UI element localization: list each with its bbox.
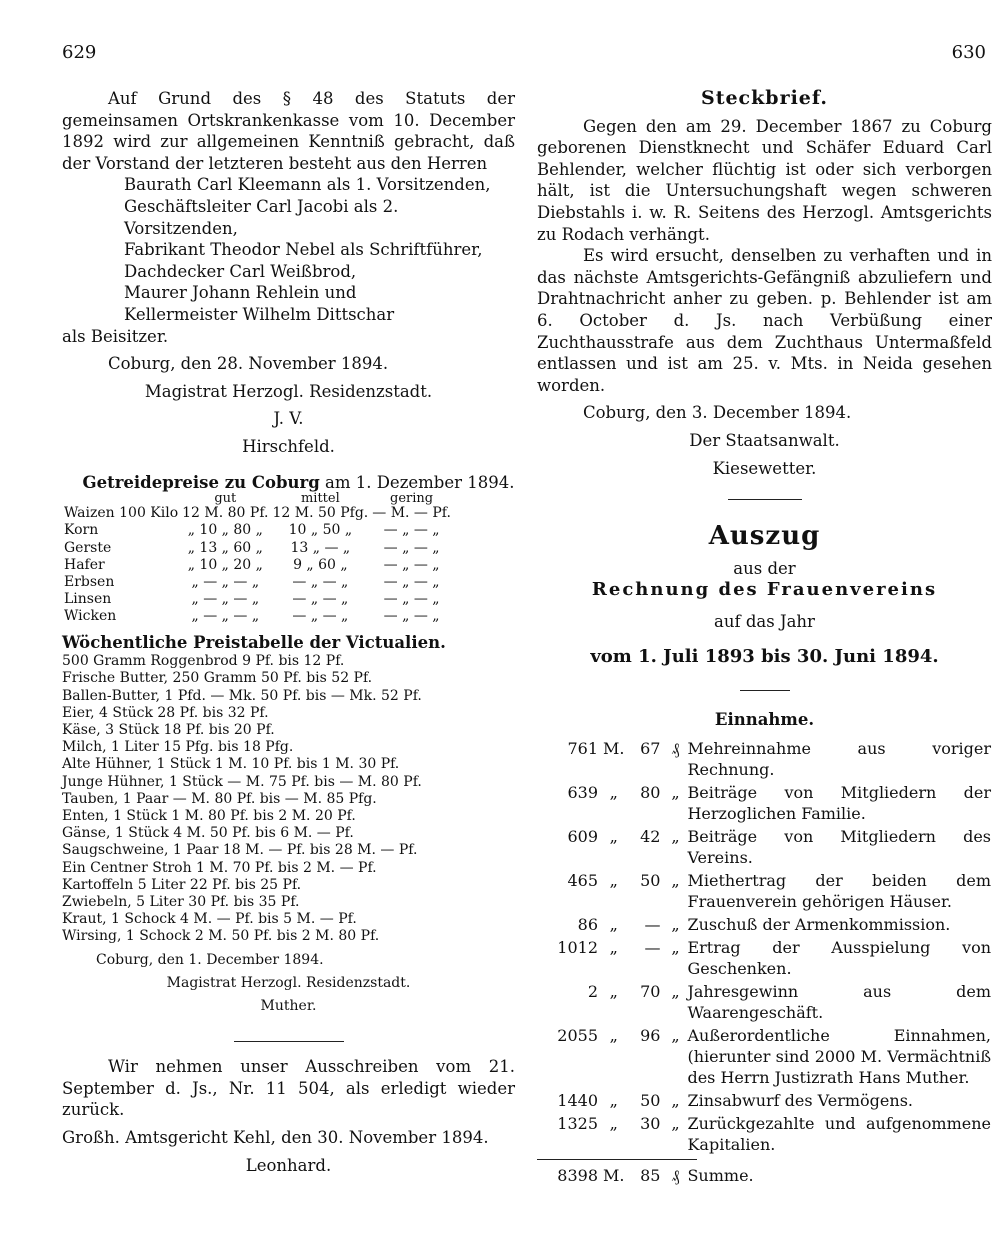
income-description: Summe. xyxy=(687,1165,754,1185)
victual-item: Junge Hühner, 1 Stück — M. 75 Pf. bis — M. 80 Pf. xyxy=(62,773,422,790)
income-row xyxy=(537,1112,992,1156)
income-currency: M. xyxy=(603,1165,625,1185)
income-description: Ertrag der Ausspielung von Geschenken. xyxy=(687,937,991,978)
income-marks: 761 xyxy=(567,738,598,758)
extract-line-4: auf das Jahr xyxy=(714,611,815,631)
grain-header-row xyxy=(62,493,453,505)
page-number-right: 630 xyxy=(951,42,986,63)
grain-column-header: gering xyxy=(390,491,434,507)
income-marks: 86 xyxy=(577,914,598,934)
victuals-list xyxy=(62,653,515,945)
income-pfennig: 96 xyxy=(640,1025,661,1045)
victual-item: Gänse, 1 Stück 4 M. 50 Pf. bis 6 M. — Pf. xyxy=(62,825,354,842)
income-pf-symbol: „ xyxy=(671,1025,680,1045)
victual-item: Kraut, 1 Schock 4 M. — Pf. bis 5 M. — Pf. xyxy=(62,911,357,928)
grain-price: — „ — „ xyxy=(383,608,440,625)
grain-row xyxy=(62,505,453,522)
grain-price: „ 10 „ 80 „ xyxy=(187,522,263,539)
income-table xyxy=(537,737,992,1156)
income-marks: 465 xyxy=(567,870,598,890)
warrant-signature: Kiesewetter. xyxy=(712,458,817,478)
income-description: Zinsabwurf des Vermögens. xyxy=(687,1090,913,1110)
income-marks: 639 xyxy=(567,782,598,802)
income-marks: 2 xyxy=(587,981,598,1001)
grain-row xyxy=(62,574,453,591)
grain-price: „ — „ — „ xyxy=(191,608,260,625)
left-column xyxy=(62,88,515,1176)
grain-price: 12 M. 80 Pf. xyxy=(182,505,269,522)
income-pf-symbol: „ xyxy=(671,870,680,890)
extract-period: vom 1. Juli 1893 bis 30. Juni 1894. xyxy=(590,646,939,668)
income-row xyxy=(537,869,992,913)
victual-item: Kartoffeln 5 Liter 22 Pf. bis 25 Pf. xyxy=(62,876,302,893)
board-member: Kellermeister Wilhelm Dittschar xyxy=(124,304,395,324)
income-marks: 2055 xyxy=(557,1025,598,1045)
victual-item: Zwiebeln, 5 Liter 30 Pf. bis 35 Pf. xyxy=(62,893,300,910)
victual-item: Milch, 1 Liter 15 Pfg. bis 18 Pfg. xyxy=(62,739,294,756)
warrant-date: Coburg, den 3. December 1894. xyxy=(583,403,852,423)
income-pfennig: 50 xyxy=(640,870,661,890)
grain-name: Waizen 100 Kilo xyxy=(64,505,179,522)
income-description: Zurückgezahlte und aufgenommene Kapitalien. xyxy=(687,1113,991,1154)
income-currency: „ xyxy=(609,782,618,802)
income-pfennig: 42 xyxy=(640,826,661,846)
income-description: Außerordentliche Einnahmen, (hierunter sind 2000 M. Vermächtniß des Herrn Justizrath Hans Muther. xyxy=(687,1025,991,1087)
income-pfennig: — xyxy=(644,937,661,957)
grain-price: „ — „ — „ xyxy=(191,591,260,608)
grain-row xyxy=(62,591,453,608)
grain-name: Linsen xyxy=(64,591,112,608)
grain-price-date: am 1. Dezember 1894. xyxy=(324,472,515,492)
grain-column-header: mittel xyxy=(300,491,340,507)
income-pf-symbol: „ xyxy=(671,981,680,1001)
victual-item: Tauben, 1 Paar — M. 80 Pf. bis — M. 85 Pfg. xyxy=(62,790,377,807)
grain-price-title: Getreidepreise zu Coburg xyxy=(82,472,320,492)
income-row xyxy=(537,781,992,825)
income-pfennig: 70 xyxy=(640,981,661,1001)
board-notice-closing: als Beisitzer. xyxy=(62,326,169,346)
board-notice-text: Auf Grund des § 48 des Statuts der gemeinsamen Ortskrankenkasse vom 10. December 1892 wird zur allgemeinen Kenntniß gebracht, daß der Vorstand der letzteren besteht aus den Herren xyxy=(62,89,515,173)
income-marks: 1440 xyxy=(557,1090,598,1110)
income-marks: 1012 xyxy=(557,937,598,957)
income-row xyxy=(537,913,992,936)
grain-price-block xyxy=(62,472,515,626)
board-member: Geschäftsleiter Carl Jacobi als 2. Vorsitzenden, xyxy=(124,196,399,238)
grain-price: 13 „ — „ xyxy=(290,539,351,556)
victual-item: Enten, 1 Stück 1 M. 80 Pf. bis 2 M. 20 Pf. xyxy=(62,807,356,824)
income-pf-symbol: „ xyxy=(671,1090,680,1110)
board-notice-iv: J. V. xyxy=(273,409,304,429)
grain-price: 9 „ 60 „ xyxy=(293,556,348,573)
warrant-authority: Der Staatsanwalt. xyxy=(689,430,840,450)
extract-line-2: aus der xyxy=(733,558,796,578)
grain-row xyxy=(62,540,453,557)
victual-item: Wirsing, 1 Schock 2 M. 50 Pf. bis 2 M. 80 Pf. xyxy=(62,928,380,945)
grain-price-table xyxy=(62,493,453,625)
warrant-text-1: Gegen den am 29. December 1867 zu Coburg geborenen Dienstknecht und Schäfer Eduard Carl Behlender, welcher flüchtig ist oder sich verborgen hält, ist die Untersuchungshaft wegen schweren Diebstahls i. w. R. Seitens des Herzogl. Amtsgerichts zu Rodach verhängt. xyxy=(537,116,992,244)
grain-name: Wicken xyxy=(64,608,117,625)
grain-name: Erbsen xyxy=(64,573,115,590)
extract-title: Auszug xyxy=(708,521,821,552)
grain-name: Gerste xyxy=(64,539,112,556)
grain-price: — „ — „ xyxy=(292,608,349,625)
income-description: Jahresgewinn aus dem Waarengeschäft. xyxy=(687,981,991,1022)
grain-header-blank xyxy=(62,493,180,505)
grain-price: — „ — „ xyxy=(383,556,440,573)
income-pf-symbol: „ xyxy=(671,1113,680,1133)
grain-column-header: gut xyxy=(214,491,237,507)
warrant-title: Steckbrief. xyxy=(700,87,829,109)
income-pfennig: 67 xyxy=(640,738,661,758)
retraction-signature: Leonhard. xyxy=(245,1155,332,1175)
grain-price: — „ — „ xyxy=(383,591,440,608)
grain-price: — „ — „ xyxy=(292,573,349,590)
grain-price: — „ — „ xyxy=(383,522,440,539)
grain-price: 10 „ 50 „ xyxy=(288,522,353,539)
victual-item: Alte Hühner, 1 Stück 1 M. 10 Pf. bis 1 M. 30 Pf. xyxy=(62,756,400,773)
page-number-left: 629 xyxy=(62,42,97,63)
income-description: Beiträge von Mitgliedern des Vereins. xyxy=(687,826,991,867)
income-row xyxy=(537,1089,992,1112)
income-pfennig: 50 xyxy=(640,1090,661,1110)
grain-row xyxy=(62,557,453,574)
income-pf-symbol: ₰ xyxy=(671,1165,680,1185)
retraction-place-date: Großh. Amtsgericht Kehl, den 30. November 1894. xyxy=(62,1127,489,1147)
income-pfennig: 80 xyxy=(640,782,661,802)
grain-price: — „ — „ xyxy=(292,591,349,608)
warrant-text-2: Es wird ersucht, denselben zu verhaften und in das nächste Amtsgerichts-Gefängniß abzuliefern und Drahtnachricht anher zu geben. p. Behlender ist am 6. October d. Js. nach Verbüßung einer Zuchthausstrafe aus dem Zuchthaus Untermaßfeld entlassen und ist am 25. v. Mts. in Neida gesehen worden. xyxy=(537,246,992,395)
income-pfennig: — xyxy=(644,914,661,934)
board-notice-authority: Magistrat Herzogl. Residenzstadt. xyxy=(144,381,433,401)
grain-price: „ 13 „ 60 „ xyxy=(187,539,263,556)
victual-item: Ein Centner Stroh 1 M. 70 Pf. bis 2 M. — Pf. xyxy=(62,859,377,876)
income-pf-symbol: „ xyxy=(671,782,680,802)
extract-line-3: Rechnung des Frauenvereins xyxy=(591,579,938,601)
income-row xyxy=(537,825,992,869)
victual-item: Käse, 3 Stück 18 Pf. bis 20 Pf. xyxy=(62,721,275,738)
grain-price: 12 M. 50 Pfg. xyxy=(272,505,369,522)
income-row xyxy=(537,980,992,1024)
victual-item: 500 Gramm Roggenbrod 9 Pf. bis 12 Pf. xyxy=(62,653,345,670)
income-row xyxy=(537,737,992,781)
income-currency: „ xyxy=(609,981,618,1001)
income-currency: „ xyxy=(609,914,618,934)
grain-row xyxy=(62,522,453,539)
divider-right-1 xyxy=(728,499,802,500)
income-currency: „ xyxy=(609,937,618,957)
income-row xyxy=(537,1024,992,1089)
victuals-authority: Magistrat Herzogl. Residenzstadt. xyxy=(166,974,411,991)
retraction-text: Wir nehmen unser Ausschreiben vom 21. September d. Js., Nr. 11 504, als erledigt wieder zurück. xyxy=(62,1057,515,1120)
board-notice-signature: Hirschfeld. xyxy=(242,436,335,456)
divider-left xyxy=(234,1041,344,1042)
board-member: Maurer Johann Rehlein und xyxy=(124,283,357,303)
income-section-title: Einnahme. xyxy=(714,710,815,730)
victual-item: Eier, 4 Stück 28 Pf. bis 32 Pf. xyxy=(62,704,269,721)
income-description: Zuschuß der Armenkommission. xyxy=(687,914,951,934)
victual-item: Frische Butter, 250 Gramm 50 Pf. bis 52 Pf. xyxy=(62,670,373,687)
board-member: Fabrikant Theodor Nebel als Schriftführer, xyxy=(124,240,483,260)
income-pf-symbol: „ xyxy=(671,937,680,957)
grain-price: „ — „ — „ xyxy=(191,573,260,590)
grain-price: „ 10 „ 20 „ xyxy=(187,556,263,573)
income-marks: 1325 xyxy=(557,1113,598,1133)
income-currency: M. xyxy=(603,738,625,758)
victuals-block xyxy=(62,632,515,1016)
board-member: Baurath Carl Kleemann als 1. Vorsitzenden, xyxy=(124,175,491,195)
income-description: Beiträge von Mitgliedern der Herzoglichen Familie. xyxy=(687,782,991,823)
victuals-signature: Muther. xyxy=(260,997,317,1014)
victual-item: Ballen-Butter, 1 Pfd. — Mk. 50 Pf. bis — Mk. 52 Pf. xyxy=(62,687,422,704)
victual-item: Saugschweine, 1 Paar 18 M. — Pf. bis 28 M. — Pf. xyxy=(62,842,418,859)
income-currency: „ xyxy=(609,1113,618,1133)
board-notice-date: Coburg, den 28. November 1894. xyxy=(108,354,389,374)
right-column xyxy=(537,88,992,1187)
total-rule xyxy=(537,1159,697,1160)
income-total xyxy=(537,1164,992,1187)
grain-price: — „ — „ xyxy=(383,539,440,556)
grain-name: Hafer xyxy=(64,556,105,573)
income-row xyxy=(537,936,992,980)
income-marks: 609 xyxy=(567,826,598,846)
income-description: Miethertrag der beiden dem Frauenverein gehörigen Häuser. xyxy=(687,870,991,911)
income-description: Mehreinnahme aus voriger Rechnung. xyxy=(687,738,991,779)
income-pf-symbol: ₰ xyxy=(671,738,680,758)
income-marks: 8398 xyxy=(557,1165,598,1185)
board-member: Dachdecker Carl Weißbrod, xyxy=(124,261,357,281)
income-pf-symbol: „ xyxy=(671,826,680,846)
grain-name: Korn xyxy=(64,522,99,539)
victuals-date: Coburg, den 1. December 1894. xyxy=(96,951,324,968)
income-total-row xyxy=(537,1164,992,1187)
income-pfennig: 85 xyxy=(640,1165,661,1185)
income-currency: „ xyxy=(609,870,618,890)
income-currency: „ xyxy=(609,1025,618,1045)
income-pfennig: 30 xyxy=(640,1113,661,1133)
income-pf-symbol: „ xyxy=(671,914,680,934)
grain-price: — M. — Pf. xyxy=(372,505,451,522)
divider-right-2 xyxy=(740,690,790,691)
victuals-title: Wöchentliche Preistabelle der Victualien. xyxy=(62,632,446,652)
grain-row xyxy=(62,608,453,625)
board-member-list xyxy=(62,174,515,325)
income-currency: „ xyxy=(609,1090,618,1110)
grain-price: — „ — „ xyxy=(383,573,440,590)
income-currency: „ xyxy=(609,826,618,846)
